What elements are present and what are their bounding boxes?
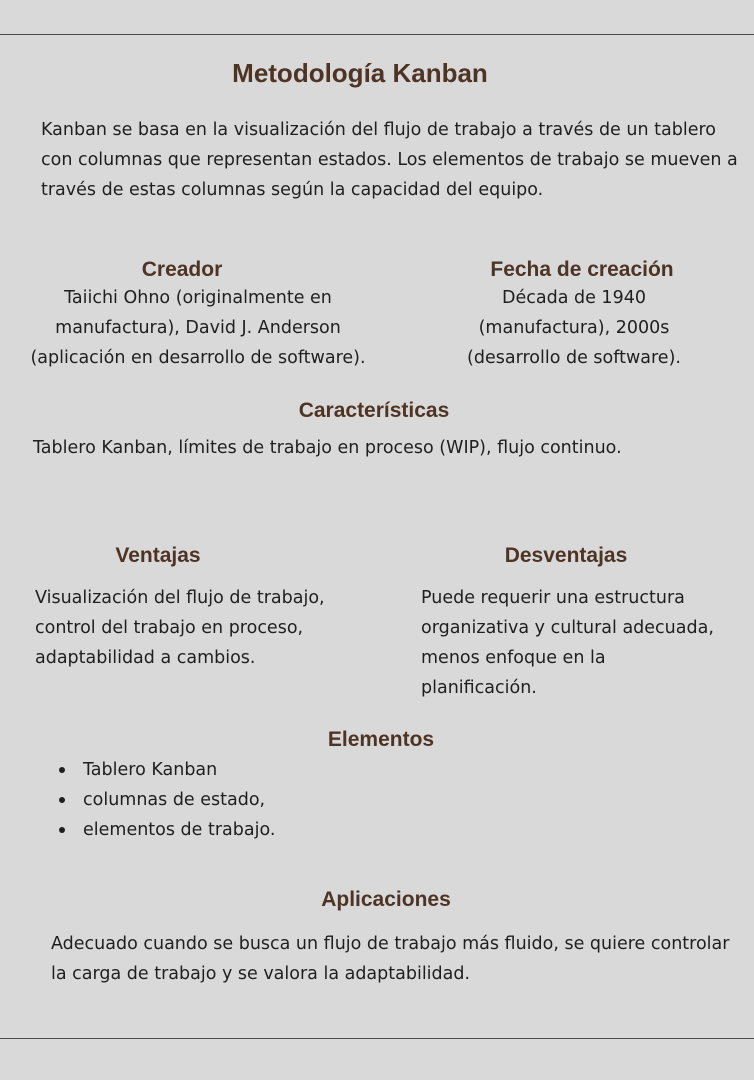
creation-date-heading: Fecha de creación <box>490 258 674 281</box>
intro-paragraph: Kanban se basa en la visualización del flujo de trabajo a través de un tablero con columnas que representan estados. Los elementos de trabajo se mueven a través de estas columnas según la capacidad del equipo. <box>41 120 738 200</box>
elements-heading: Elementos <box>327 728 435 751</box>
list-item: columnas de estado, <box>54 785 454 815</box>
applications-heading: Aplicaciones <box>321 888 451 911</box>
applications-text: Adecuado cuando se busca un flujo de trabajo más fluido, se quiere controlar la carga de trabajo y se valora la adaptabilidad. <box>51 934 730 984</box>
bottom-divider <box>0 1038 754 1039</box>
creator-heading: Creador <box>141 258 223 281</box>
creator-text: Taiichi Ohno (originalmente en manufactura), David J. Anderson (aplicación en desarrollo de software). <box>30 288 366 368</box>
page-title: Metodología Kanban <box>232 58 488 88</box>
top-divider <box>0 34 754 35</box>
advantages-heading: Ventajas <box>115 544 201 567</box>
list-item: elementos de trabajo. <box>54 815 454 845</box>
list-item: Tablero Kanban <box>54 755 454 785</box>
features-heading: Características <box>298 399 450 422</box>
creation-date-text: Década de 1940 (manufactura), 2000s (desarrollo de software). <box>467 288 681 368</box>
advantages-text: Visualización del flujo de trabajo, control del trabajo en proceso, adaptabilidad a cambios. <box>35 588 325 668</box>
disadvantages-text: Puede requerir una estructura organizativa y cultural adecuada, menos enfoque en la planificación. <box>421 588 714 698</box>
disadvantages-heading: Desventajas <box>504 544 628 567</box>
features-text: Tablero Kanban, límites de trabajo en proceso (WIP), flujo continuo. <box>33 438 622 458</box>
elements-list <box>54 755 454 845</box>
